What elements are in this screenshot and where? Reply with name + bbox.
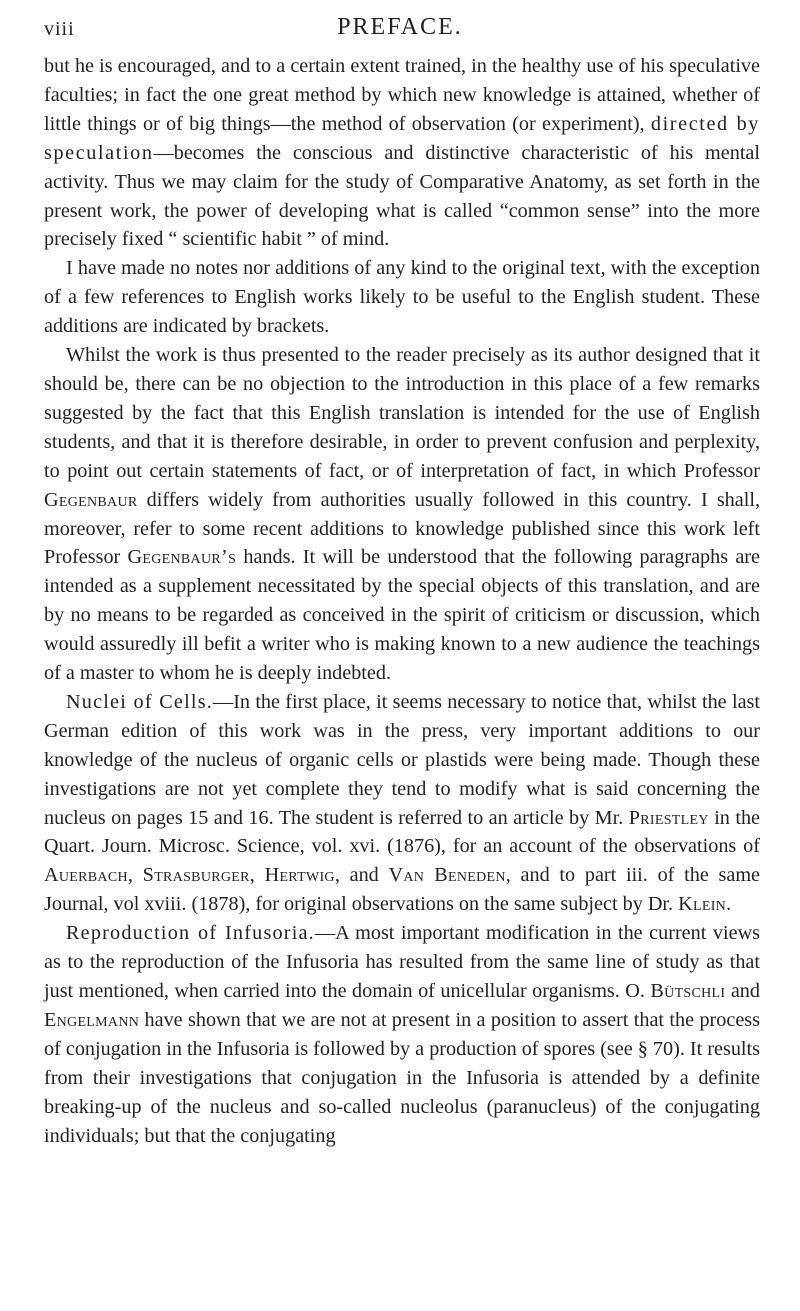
text-run: . — [726, 893, 732, 916]
text-run: , — [249, 864, 265, 887]
author-name: Auerbach — [44, 864, 128, 887]
author-name: Gegenbaur’s — [127, 546, 237, 569]
paragraph-4 — [44, 688, 760, 919]
running-title: PREFACE. — [337, 14, 463, 40]
section-sidehead: Nuclei of Cells. — [66, 690, 213, 713]
text-run: Whilst the work is thus presented to the reader precisely as its author designed that it should be, there can be no objection to the introduction in this place of a few remarks suggested by the fact that this English translation is intended for the use of English students, and that it is therefore desirable, in order to prevent confusion and perplexity, to point out certain statements of fact, or of interpretation of fact, in which Professor — [44, 344, 760, 482]
author-name: Hertwig — [264, 864, 335, 887]
text-run: have shown that we are not at present in a position to assert that the process of conjugation in the Infusoria is followed by a production of spores (see § 70). It results from their investigations that conjugation in the Infusoria is attended by a definite breaking-up of the nucleus and so-called nucleolus (paranucleus) of the conjugating individuals; but that the conjugating — [44, 1008, 760, 1147]
text-run: —In the first place, it seems necessary to notice that, whilst the last German edition of this work was in the press, very important additions to our knowledge of the nucleus of organic cells or plastids were being made. Though these investigations are not yet complete they tend to modify what is said concerning the nucleus on pages 15 and 16. The student is referred to an article by Mr. — [44, 690, 760, 829]
paragraph-1 — [44, 52, 760, 254]
text-run: in the Quart. Journ. Microsc. Science, vol. xvi. (1876), for an account of the observations of — [44, 806, 761, 858]
page-number: viii — [44, 18, 75, 40]
text-run: differs widely from authorities usually followed in this country. I shall, moreover, refer to some recent additions to knowledge published since this work left Professor — [44, 488, 760, 569]
author-name: Gegenbaur — [44, 488, 138, 511]
body-text — [44, 52, 760, 1150]
text-run: —A most important modification in the current views as to the reproduction of the Infusoria has resulted from the same line of study as that just mentioned, when carried into the domain of unicellular organisms. O. — [44, 922, 760, 1002]
paragraph-2 — [44, 254, 760, 341]
author-name: Bütschli — [650, 980, 726, 1002]
paragraph-3 — [44, 341, 760, 688]
text-run: , and — [334, 864, 389, 887]
text-run: —becomes the conscious and distinctive characteristic of his mental activity. Thus we may claim for the study of Comparative Anatomy, as set forth in the present work, the power of developing what is called “common sense” into the more precisely fixed “ scientific habit ” of mind. — [44, 141, 760, 251]
author-name: Priestley — [628, 806, 709, 829]
section-sidehead: Reproduction of Infusoria. — [66, 922, 315, 945]
text-run: and — [725, 980, 760, 1002]
text-run: , — [127, 864, 143, 887]
paragraph-5 — [44, 919, 760, 1150]
spaced-emphasis: directed by speculation — [44, 112, 760, 164]
text-run: I have made no notes nor additions of any kind to the original text, with the exception of a few references to English works likely to be useful to the English student. These additions are indicated by brackets. — [44, 257, 760, 338]
author-name: Van Beneden — [388, 864, 506, 887]
author-name: Klein — [678, 893, 727, 916]
author-name: Engelmann — [44, 1008, 140, 1031]
text-run: hands. It will be understood that the following paragraphs are intended as a supplement necessitated by the special objects of this translation, and are by no means to be regarded as conceived in the spirit of criticism or discussion, which would assuredly ill befit a writer who is making known to a new audience the teachings of a master to whom he is deeply indebted. — [44, 546, 760, 685]
text-run: but he is encouraged, and to a certain extent trained, in the healthy use of his speculative faculties; in fact the one great method by which new knowledge is attained, whether of little things or of big things—the method of observation (or experiment), — [44, 55, 760, 135]
page-header — [0, 10, 800, 50]
author-name: Strasburger — [142, 864, 250, 887]
text-run: , and to part iii. of the same Journal, vol xviii. (1878), for original observations on the same subject by Dr. — [44, 864, 760, 916]
